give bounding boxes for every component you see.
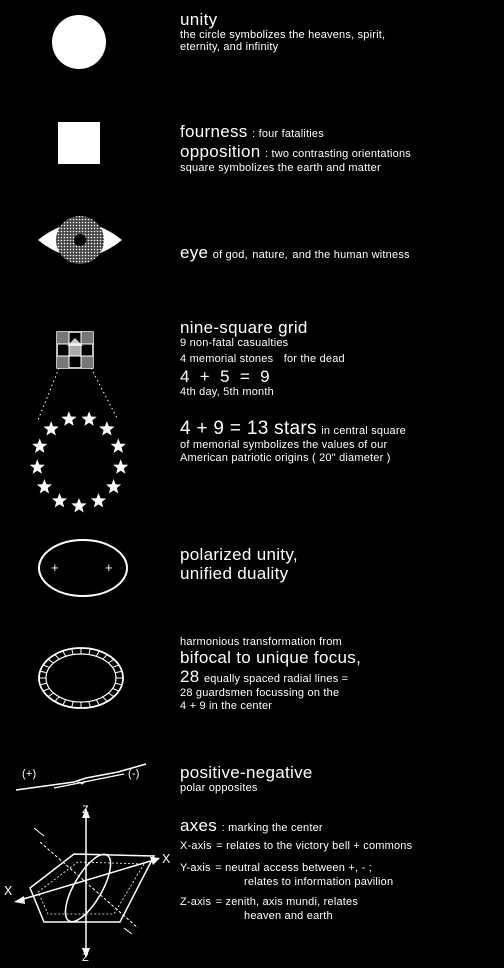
unity-line-2: eternity, and infinity [180,41,279,54]
fourness-desc: : four fatalities [252,128,324,140]
transform-line-1: harmonious transformation from [180,636,342,648]
minus-label: (-) [128,768,140,780]
polarized-line-1: polarized unity, [180,545,298,564]
transform-line-5: 4 + 9 in the center [180,699,273,712]
grid-block [180,318,345,399]
radial-line [72,701,74,707]
y-axis-desc-1: = neutral access between +, - ; [215,861,372,874]
x-axis-label: X-axis [180,839,212,852]
posneg-line: polar opposites [180,782,258,795]
grid-line-1: 9 non-fatal casualties [180,337,289,350]
svg-text:+: + [51,560,59,575]
radial-line [40,671,47,672]
eye-title: eye [180,243,209,262]
grid-equation: 4 + 5 = 9 [180,367,270,387]
radial-line [89,701,91,707]
radial-line [63,700,66,705]
radial-line [43,665,49,668]
stars-block [180,418,406,464]
z-axis-label: Z-axis [180,896,212,909]
radial-line [55,655,59,660]
radial-line [113,665,119,668]
z-top-label: Z [82,804,89,816]
polarized-block [180,545,298,583]
z-bottom-label: Z [82,952,89,964]
radial-line [103,655,107,660]
stars-title: 4 + 9 = 13 stars [180,418,317,439]
radial-line [89,649,91,655]
unity-title: unity [180,10,218,29]
eye-sep-2: , [284,249,288,261]
radial-line [103,697,107,702]
radial-line [115,683,122,684]
square-line: square symbolizes the earth and matter [180,161,381,174]
opposition-title: opposition [180,141,261,161]
posneg-block [180,763,313,794]
axes-block [180,816,412,922]
radial-line [40,683,47,684]
nine-square-grid-icon [30,330,140,520]
polarized-unity-icon [37,538,129,598]
star-icon [111,438,126,453]
radial-line [55,697,59,702]
transform-line-2: bifocal to unique focus, [180,648,362,668]
stars-line-2: American patriotic origins ( 20" diameter ) [180,451,391,464]
axes-title: axes [180,816,218,835]
x-right-label: X [162,852,171,866]
fourness-block [180,122,411,174]
star-icon [106,479,121,494]
radial-line [96,700,99,705]
grid-title: nine-square grid [180,318,308,337]
axes-desc: : marking the center [221,822,323,834]
star-icon [52,493,67,507]
star-icon [61,411,76,426]
eye-desc-3: and the human witness [292,249,410,261]
eye-desc-2: nature [252,249,285,261]
svg-text:+: + [105,560,113,575]
stars-line-1: of memorial symbolizes the values of our [180,439,388,452]
radial-line [115,671,122,672]
radial-line [48,659,53,663]
opposition-desc: : two contrasting orientations [264,147,411,160]
eye-sep-1: , [244,249,248,261]
transform-block [180,636,361,712]
z-axis-desc-2: heaven and earth [244,909,333,922]
unity-circle-icon [50,14,108,70]
square-icon [57,121,101,165]
radial-line [108,693,113,697]
radial-line [113,688,119,691]
star-icon [44,421,59,435]
x-axis-desc: = relates to the victory bell + commons [216,839,413,852]
star-icon [37,479,52,494]
axes-diagram-icon [4,802,180,968]
polarized-line-2: unified duality [180,564,289,584]
radial-line [96,651,99,656]
star-icon [30,459,45,474]
grid-line-2a: 4 memorial stones [180,353,274,366]
star-icon [81,411,96,426]
stars-desc: in central square [321,425,407,437]
star-icon [91,493,106,507]
y-axis-desc-2: relates to information pavilion [244,875,394,888]
eye-desc-1: of god [212,249,245,261]
plus-label: (+) [22,768,37,780]
radial-line [48,693,53,697]
transform-line-3a: 28 [180,667,200,687]
posneg-title: positive-negative [180,763,313,782]
positive-negative-icon [14,760,164,800]
transform-line-3b: equally spaced radial lines = [203,673,349,686]
transform-line-4: 28 guardsmen focussing on the [180,687,340,700]
unity-line-1: the circle symbolizes the heavens, spirit, [180,29,386,42]
eye-icon [36,212,124,268]
radial-line [43,688,49,691]
fourness-title: fourness [180,122,248,141]
radial-line [63,651,66,656]
radial-line [108,659,113,663]
radial-ring-icon [33,640,129,716]
radial-line [72,649,74,655]
grid-line-3: 4th day, 5th month [180,386,274,399]
grid-line-2b: for the dead [283,353,345,366]
star-icon [71,498,86,513]
star-icon [113,459,128,474]
eye-block [180,243,410,263]
unity-block [180,10,385,54]
x-left-label: X [4,884,13,898]
y-axis-label: Y-axis [180,861,211,874]
z-axis-desc-1: = zenith, axis mundi, relates [215,896,359,909]
star-icon [32,438,47,453]
star-icon [99,421,114,435]
